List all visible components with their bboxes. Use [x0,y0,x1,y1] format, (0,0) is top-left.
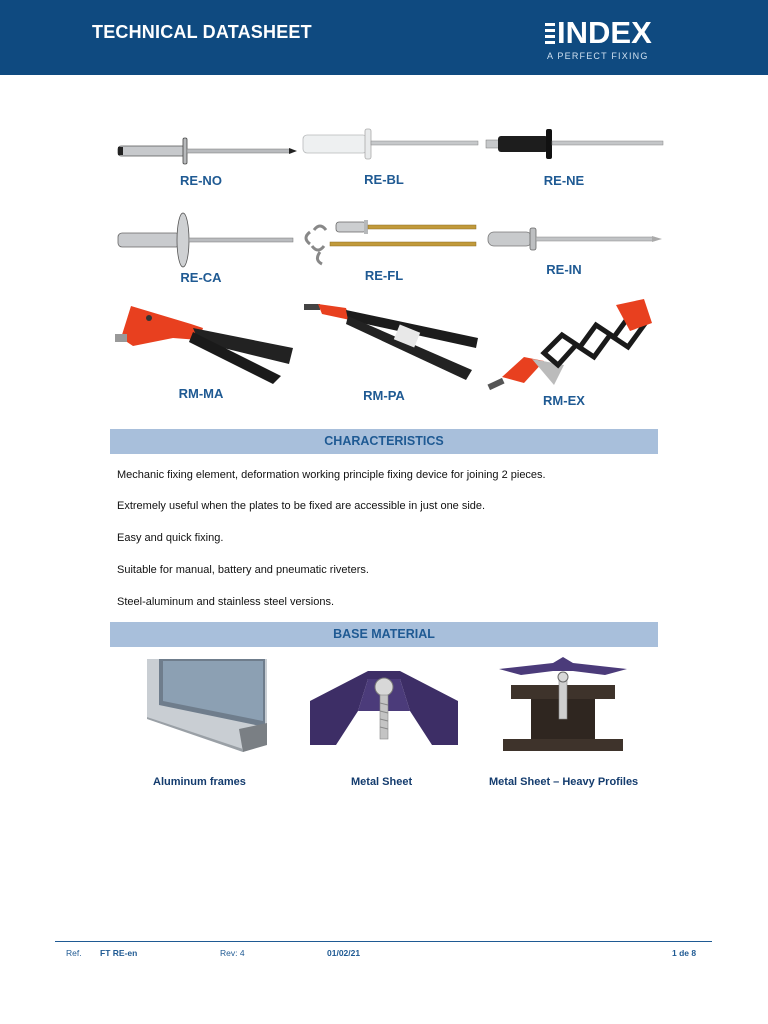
product-re-ne [484,125,664,190]
metal-sheet-image [310,657,458,752]
product-rm-pa [300,298,480,408]
rivet-re-no-icon [113,128,299,168]
rivet-re-bl-icon [300,125,485,165]
product-label: RE-FL [364,268,404,283]
page-header [0,0,768,75]
manual-riveter-icon [113,298,299,388]
extendable-riveter-icon [484,295,669,393]
characteristic-line: Suitable for manual, battery and pneumatic riveters. [117,564,369,576]
base-material-heading: BASE MATERIAL [110,622,658,647]
rivet-re-fl-icon [300,212,485,272]
product-re-bl [300,125,480,190]
footer-divider [55,941,712,942]
material-label: Aluminum frames [153,776,246,788]
rivet-re-ca-icon [113,212,299,272]
logo-tagline: A PERFECT FIXING [547,51,649,61]
logo-bars-icon [545,23,555,47]
characteristic-line: Easy and quick fixing. [117,532,224,544]
product-label: RE-IN [546,262,582,277]
material-label: Metal Sheet – Heavy Profiles [489,776,639,788]
product-label: RM-PA [363,388,405,403]
lever-riveter-icon [300,298,485,388]
product-label: RE-BL [364,172,404,187]
product-re-no [113,128,293,193]
material-label: Metal Sheet [351,776,413,788]
product-label: RE-NE [543,173,585,188]
product-rm-ex [484,295,664,410]
index-logo [545,15,675,62]
footer-page-number: 1 de 8 [672,948,697,958]
product-rm-ma [113,298,293,408]
rivet-re-ne-icon [484,125,669,165]
footer-ref-label: Ref. [66,948,82,958]
product-label: RM-EX [543,393,585,408]
product-re-in [484,212,664,287]
material-metal-sheet [310,657,458,788]
product-label: RE-NO [180,173,222,188]
characteristic-line: Mechanic fixing element, deformation working principle fixing device for joining 2 pieces. [117,469,546,481]
aluminum-frame-image [143,657,268,752]
characteristics-heading: CHARACTERISTICS [110,429,658,454]
footer-revision: Rev: 4 [220,948,245,958]
characteristic-line: Steel-aluminum and stainless steel versions. [117,596,335,608]
product-label: RM-MA [178,386,224,401]
product-re-fl [300,212,480,287]
document-title: TECHNICAL DATASHEET [92,22,312,42]
logo-word: INDEX [557,15,652,50]
material-aluminum-frames [143,657,268,788]
footer-date: 01/02/21 [327,948,361,958]
heavy-profile-image [497,657,629,752]
material-heavy-profiles [489,657,639,788]
product-label: RE-CA [180,270,222,285]
product-re-ca [113,212,293,287]
footer-ref-value: FT RE-en [100,948,138,958]
characteristic-line: Extremely useful when the plates to be fixed are accessible in just one side. [117,500,486,512]
